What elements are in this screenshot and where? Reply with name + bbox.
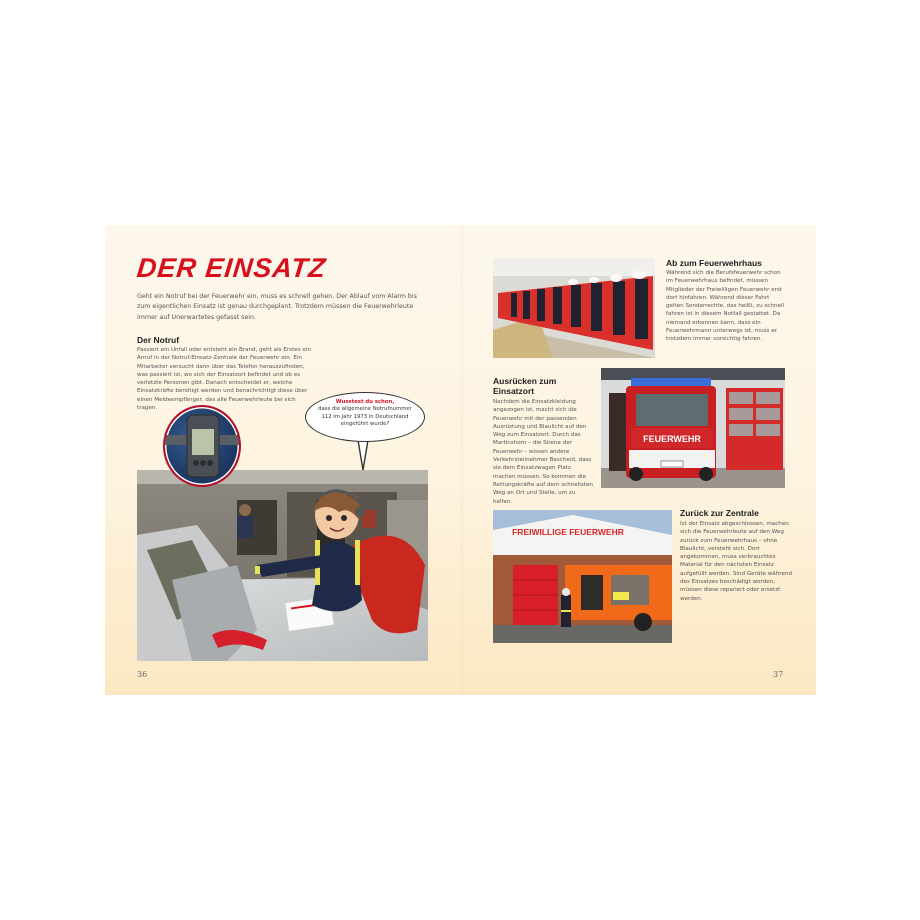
dispatch-scene-icon (137, 470, 428, 661)
intro-paragraph: Geht ein Notruf bei der Feuerwehr ein, muss es schnell gehen. Der Ablauf vom Alarm bis zum eigentlichen Einsatz ist genau durchgeplant. Trotzdem müssen die Feuerwehrleute immer auf Unerwartetes gefasst sein. (137, 293, 417, 321)
bubble-highlight: Wusstest du schon, (335, 399, 395, 405)
fire-station-photo (493, 510, 672, 643)
station-sign: FREIWILLIGE FEUERWEHR (512, 527, 624, 537)
section-text-feuerwehrhaus: Während sich die Berufsfeuerwehr schon im Feuerwehrhaus befindet, müssen Mitglieder der Freiwilligen Feuerwehr erst dort hinfahren. Während dieser Fahrt gelten Sonderrechte, das heißt, zu schnell fahren ist in diesem Notfall gestattet. Da niemand erkennen kann, dass ein Feuerwehrmann unterwegs ist, muss er trotzdem immer vorsichtig fahren. (666, 270, 785, 343)
page-number-left: 36 (137, 670, 148, 679)
section-text-ausruecken: Nachdem die Einsatzkleidung angezogen ist, macht sich die Feuerwehr mit der passenden Ausrüstung und Blaulicht auf den Weg zum Einsatzort. Durch das Martinshorn – die Sirene der Feuerwehr – wissen andere Verkehrsteilnehmer Bescheid, dass sie dem Einsatzwagen Platz machen müssen. So kommen die Rettungskräfte auf dem schnellsten Weg an Ort und Stelle, um zu helfen. (493, 399, 593, 505)
locker-room-photo (493, 258, 655, 358)
truck-label: FEUERWEHR (643, 434, 701, 444)
page-title: DER EINSATZ (135, 253, 328, 283)
section-text-notruf: Passiert ein Unfall oder entsteht ein Brand, geht als Erstes ein Anruf in der Notruf-Einsatz-Zentrale der Feuerwehr ein. Ein Mitarbeiter versucht dann über das Telefon herauszufinden, was passiert ist, wo sich der Einsatzort befindet und ob es verletzte Personen gibt. Danach entscheidet er, welche Einsatzkräfte benötigt werden und benachrichtigt diese über einen Meldeempfänger, das alle Feuerwehrleute bei sich tragen. (137, 347, 311, 412)
section-heading-zentrale: Zurück zur Zentrale (680, 508, 759, 518)
pager-photo (163, 405, 241, 487)
gutter (460, 225, 464, 695)
section-heading-feuerwehrhaus: Ab zum Feuerwehrhaus (666, 258, 762, 268)
section-heading-notruf: Der Notruf (137, 335, 180, 345)
did-you-know-bubble (305, 392, 425, 442)
lockers-icon (493, 258, 655, 358)
section-heading-ausruecken: Ausrücken zum Einsatzort (493, 376, 557, 396)
pager-icon (165, 407, 239, 485)
dispatch-center-illustration (137, 470, 428, 661)
fire-truck-photo (601, 368, 785, 488)
bubble-text: dass die allgemeine Notrufnummer 112 im Jahr 1973 in Deutschland eingeführt wurde? (318, 406, 412, 427)
speech-bubble-tail (356, 440, 370, 472)
page-number-right: 37 (773, 670, 784, 679)
fire-station-icon (493, 510, 672, 643)
fire-truck-icon (601, 368, 785, 488)
section-text-zentrale: Ist der Einsatz abgeschlossen, machen sich die Feuerwehrleute auf den Weg zurück zum Feuerwehrhaus – ohne Blaulicht, versteht sich. Dort angekommen, muss verbrauchtes Material für den nächsten Einsatz aufgefüllt werden. Sind Geräte während des Einsatzes beschädigt worden, müssen diese repariert oder ersetzt werden. (680, 521, 792, 602)
